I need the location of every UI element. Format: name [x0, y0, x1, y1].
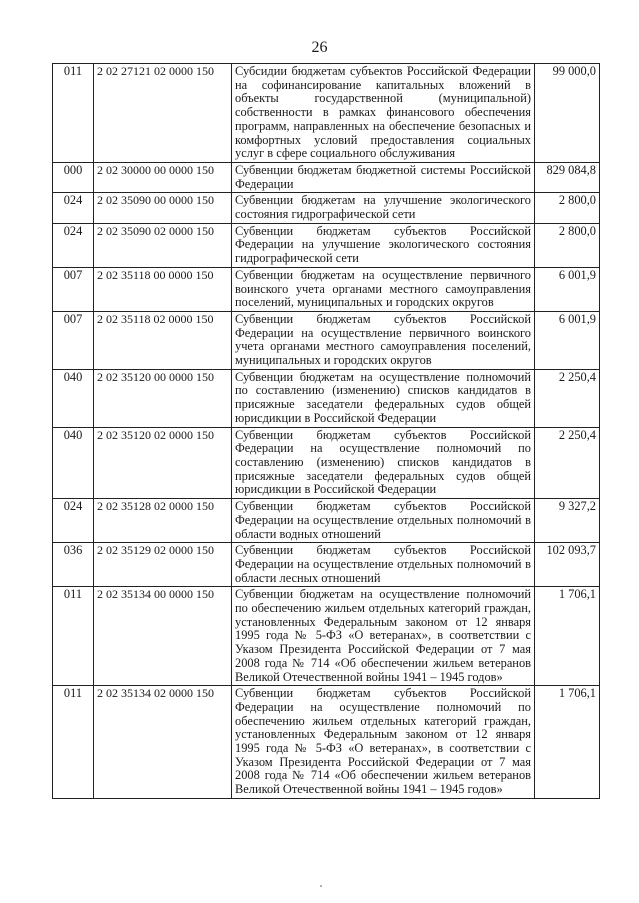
table-row: [53, 587, 600, 686]
amount-cell: 6 001,9: [535, 267, 600, 311]
table-row: [53, 311, 600, 369]
amount-cell: 829 084,8: [535, 162, 600, 192]
income-name-cell: Субвенции бюджетам на улучшение экологического состояния гидрографической сети: [232, 193, 535, 223]
kbk-code-cell: 2 02 35129 02 0000 150: [94, 543, 232, 587]
amount-cell: 2 250,4: [535, 427, 600, 499]
kbk-code-cell: 2 02 35118 00 0000 150: [94, 267, 232, 311]
table-row: [53, 499, 600, 543]
kbk-code-cell: 2 02 35128 02 0000 150: [94, 499, 232, 543]
table-row: [53, 543, 600, 587]
amount-cell: 1 706,1: [535, 686, 600, 799]
income-name-cell: Субвенции бюджетам субъектов Российской Федерации на осуществление отдельных полномочий в области водных отношений: [232, 499, 535, 543]
kbk-code-cell: 2 02 35090 00 0000 150: [94, 193, 232, 223]
admin-code-cell: 007: [53, 267, 94, 311]
income-name-cell: Субвенции бюджетам на осуществление полномочий по составлению (изменению) списков кандидатов в присяжные заседатели федеральных судов общей юрисдикции в Российской Федерации: [232, 369, 535, 427]
table-row: [53, 223, 600, 267]
kbk-code-cell: 2 02 35134 00 0000 150: [94, 587, 232, 686]
admin-code-cell: 011: [53, 64, 94, 163]
amount-cell: 6 001,9: [535, 311, 600, 369]
table-row: [53, 369, 600, 427]
admin-code-cell: 007: [53, 311, 94, 369]
admin-code-cell: 024: [53, 499, 94, 543]
income-name-cell: Субвенции бюджетам субъектов Российской Федерации на осуществление отдельных полномочий в области лесных отношений: [232, 543, 535, 587]
income-name-cell: Субвенции бюджетам субъектов Российской Федерации на осуществление полномочий по обеспечению жильем отдельных категорий граждан, установленных Федеральным законом от 12 января 1995 года № 5-ФЗ «О ветеранах», в соответствии с Указом Президента Российской Федерации от 7 мая 2008 года № 714 «Об обеспечении жильем ветеранов Великой Отечественной войны 1941 – 1945 годов»: [232, 686, 535, 799]
table-row: [53, 686, 600, 799]
amount-cell: 102 093,7: [535, 543, 600, 587]
amount-cell: 2 800,0: [535, 223, 600, 267]
page-number: 26: [311, 39, 328, 56]
income-name-cell: Субвенции бюджетам субъектов Российской Федерации на осуществление первичного воинского учета органами местного самоуправления поселений, муниципальных и городских округов: [232, 311, 535, 369]
amount-cell: 2 800,0: [535, 193, 600, 223]
table-row: [53, 267, 600, 311]
amount-cell: 9 327,2: [535, 499, 600, 543]
table-row: [53, 162, 600, 192]
kbk-code-cell: 2 02 35120 00 0000 150: [94, 369, 232, 427]
budget-table-body: [53, 64, 600, 799]
amount-cell: 2 250,4: [535, 369, 600, 427]
admin-code-cell: 040: [53, 369, 94, 427]
amount-cell: 1 706,1: [535, 587, 600, 686]
amount-cell: 99 000,0: [535, 64, 600, 163]
kbk-code-cell: 2 02 35134 02 0000 150: [94, 686, 232, 799]
kbk-code-cell: 2 02 30000 00 0000 150: [94, 162, 232, 192]
admin-code-cell: 000: [53, 162, 94, 192]
table-row: [53, 64, 600, 163]
table-row: [53, 427, 600, 499]
kbk-code-cell: 2 02 35090 02 0000 150: [94, 223, 232, 267]
admin-code-cell: 011: [53, 587, 94, 686]
table-row: [53, 193, 600, 223]
kbk-code-cell: 2 02 35120 02 0000 150: [94, 427, 232, 499]
income-name-cell: Субвенции бюджетам субъектов Российской Федерации на осуществление полномочий по составлению (изменению) списков кандидатов в присяжные заседатели федеральных судов общей юрисдикции в Российской Федерации: [232, 427, 535, 499]
admin-code-cell: 024: [53, 193, 94, 223]
scan-speck: [320, 885, 322, 887]
income-name-cell: Субвенции бюджетам на осуществление полномочий по обеспечению жильем отдельных категорий граждан, установленных Федеральным законом от 12 января 1995 года № 5-ФЗ «О ветеранах», в соответствии с Указом Президента Российской Федерации от 7 мая 2008 года № 714 «Об обеспечении жильем ветеранов Великой Отечественной войны 1941 – 1945 годов»: [232, 587, 535, 686]
admin-code-cell: 040: [53, 427, 94, 499]
income-name-cell: Субвенции бюджетам субъектов Российской Федерации на улучшение экологического состояния гидрографической сети: [232, 223, 535, 267]
income-name-cell: Субсидии бюджетам субъектов Российской Федерации на софинансирование капитальных вложений в объекты государственной (муниципальной) собственности в рамках финансового обеспечения программ, направленных на обеспечение безопасных и комфортных условий предоставления социальных услуг в сфере социального обслуживания: [232, 64, 535, 163]
kbk-code-cell: 2 02 27121 02 0000 150: [94, 64, 232, 163]
income-name-cell: Субвенции бюджетам бюджетной системы Российской Федерации: [232, 162, 535, 192]
income-name-cell: Субвенции бюджетам на осуществление первичного воинского учета органами местного самоуправления поселений, муниципальных и городских округов: [232, 267, 535, 311]
admin-code-cell: 024: [53, 223, 94, 267]
kbk-code-cell: 2 02 35118 02 0000 150: [94, 311, 232, 369]
admin-code-cell: 036: [53, 543, 94, 587]
budget-table: [52, 63, 600, 799]
admin-code-cell: 011: [53, 686, 94, 799]
